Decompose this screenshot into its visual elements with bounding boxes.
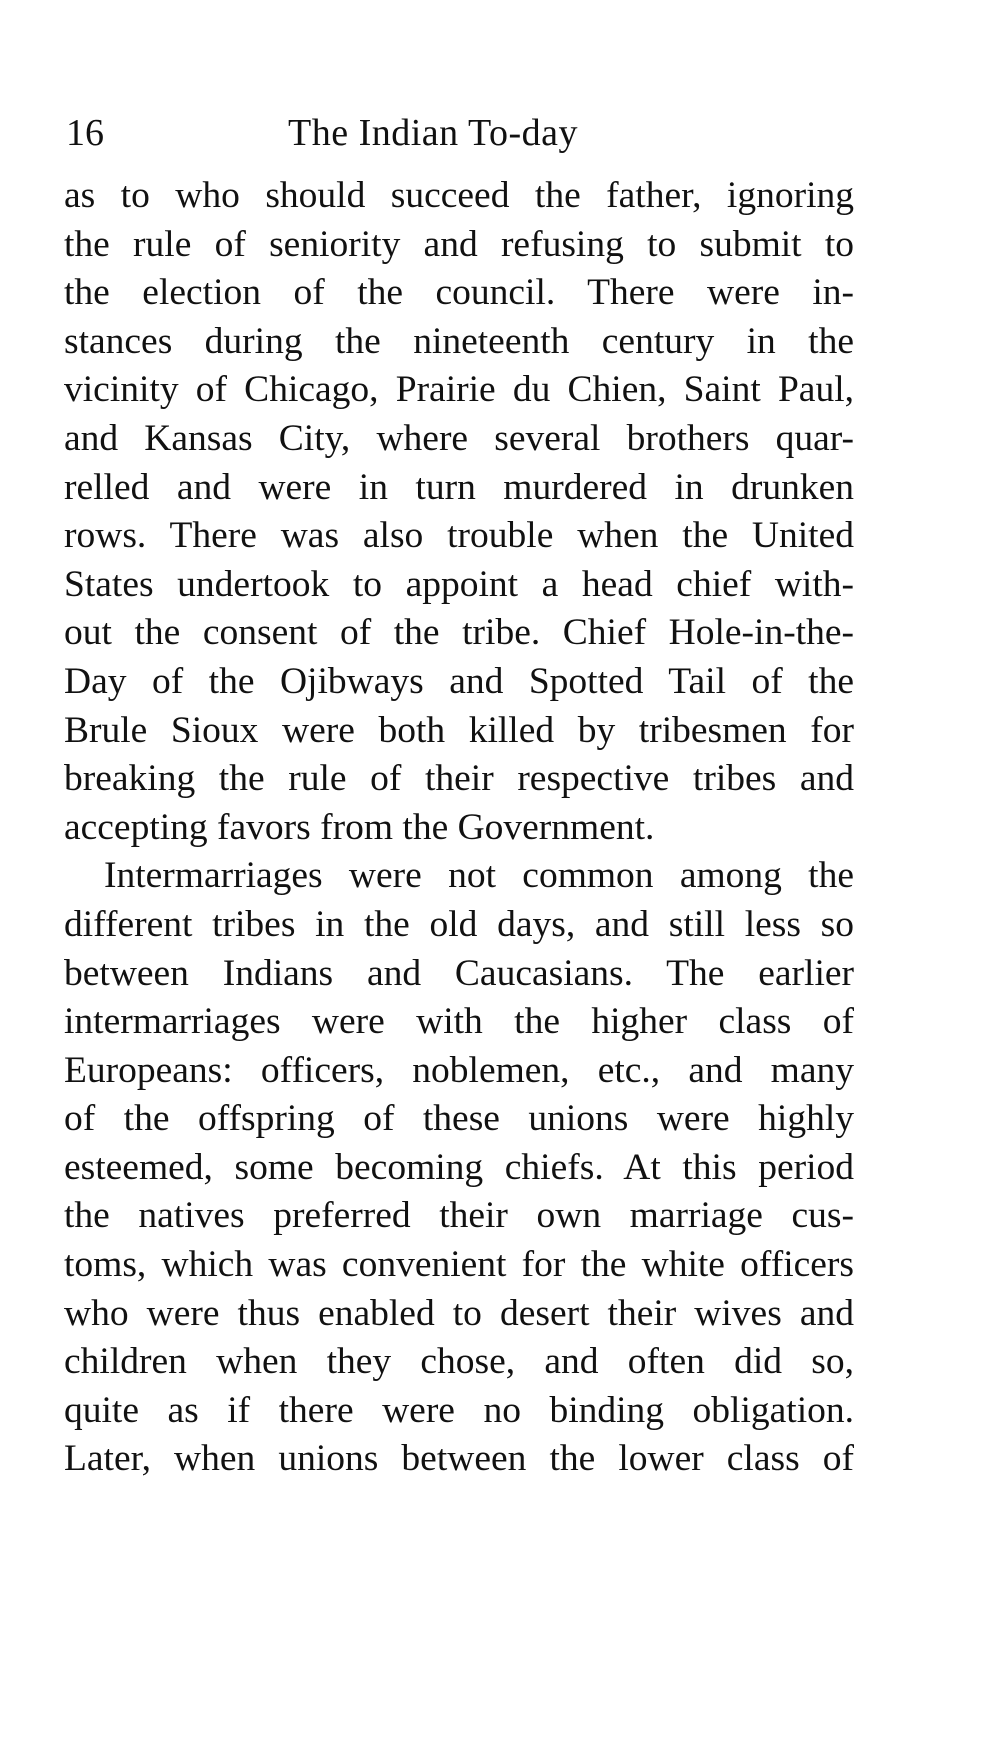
text-line: Day of the Ojibways and Spotted Tail of the: [64, 660, 854, 702]
text-line: between Indians and Caucasians. The earlier: [64, 952, 854, 994]
text-line: intermarriages were with the higher class of: [64, 1001, 854, 1043]
text-line: vicinity of Chicago, Prairie du Chien, Saint Paul,: [64, 369, 854, 411]
text-line: accepting favors from the Government.: [64, 806, 655, 848]
text-line: stances during the nineteenth century in the: [64, 320, 854, 362]
page-number: 16: [66, 112, 104, 154]
text-line: Later, when unions between the lower class of: [64, 1438, 854, 1480]
text-line: of the offspring of these unions were highly: [64, 1098, 854, 1140]
text-line: rows. There was also trouble when the United: [64, 515, 854, 557]
text-line: who were thus enabled to desert their wives and: [64, 1292, 854, 1334]
text-line: different tribes in the old days, and still less so: [64, 903, 854, 945]
text-line: Intermarriages were not common among the: [104, 855, 854, 897]
page-header: [66, 108, 856, 158]
text-line: out the consent of the tribe. Chief Hole-in-the-: [64, 612, 854, 654]
text-line: children when they chose, and often did so,: [64, 1341, 854, 1383]
running-title: The Indian To-day: [288, 112, 579, 154]
text-line: breaking the rule of their respective tribes and: [64, 758, 854, 800]
text-line: the election of the council. There were in-: [64, 272, 854, 314]
text-line: States undertook to appoint a head chief with-: [64, 563, 854, 605]
text-line: toms, which was convenient for the white officers: [64, 1244, 854, 1286]
text-line: Europeans: officers, noblemen, etc., and many: [64, 1049, 854, 1091]
text-line: and Kansas City, where several brothers quar-: [64, 417, 854, 459]
text-line: the natives preferred their own marriage cus-: [64, 1195, 854, 1237]
text-line: Brule Sioux were both killed by tribesmen for: [64, 709, 854, 751]
paragraph: [64, 172, 854, 852]
paragraph: [64, 852, 854, 1484]
text-line: esteemed, some becoming chiefs. At this period: [64, 1146, 854, 1188]
text-line: relled and were in turn murdered in drunken: [64, 466, 854, 508]
text-line: the rule of seniority and refusing to submit to: [64, 223, 854, 265]
body-text: [64, 172, 854, 1484]
text-line: quite as if there were no binding obligation.: [64, 1389, 854, 1431]
text-line: as to who should succeed the father, ignoring: [64, 175, 854, 216]
